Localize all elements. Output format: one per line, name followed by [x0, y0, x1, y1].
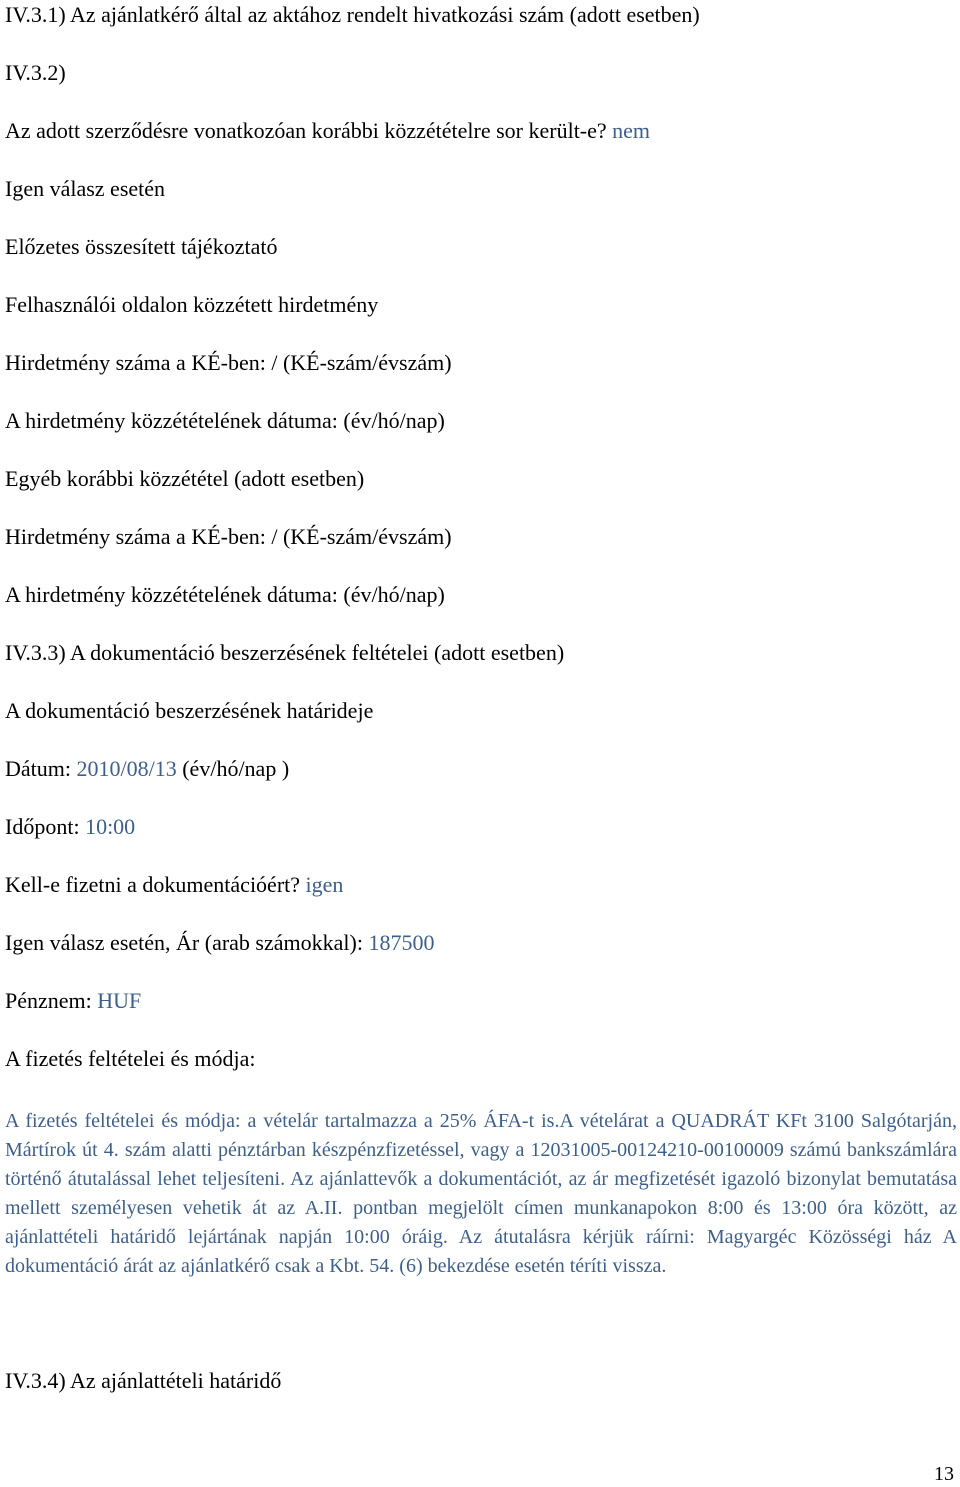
date-label: Dátum: [5, 756, 71, 781]
payment-required-value: igen [305, 872, 344, 897]
payment-required-label: Kell-e fizetni a dokumentációért? [5, 872, 301, 897]
notice-date-label: A hirdetmény közzétételének dátuma: (év/hó/nap) [5, 408, 445, 433]
payment-terms-text: A fizetés feltételei és módja: a vételár tartalmazza a 25% ÁFA-t is.A vételárat a QUADRÁT KFt 3100 Salgótarján, Mártírok út 4. szám alatti pénztárban készpénzfizetéssel, vagy a 12031005-00124210-00100009 számú bankszámlára történő átutalással lehet teljesíteni. Az ajánlattevők a dokumentációt, az ár megfizetését igazoló bizonylat bemutatása mellett személyesen vehetik át az A.II. pontban megjelölt címen munkanapokon 8:00 és 13:00 óra között, az ajánlattételi határidő lejártának napján 10:00 óráig. Az átutalásra kérjük ráírni: Magyargéc Közösségi ház A dokumentáció árát az ajánlatkérő csak a Kbt. 54. (6) bekezdése esetén téríti vissza. [5, 1110, 957, 1277]
date-format-label: (év/hó/nap ) [182, 756, 290, 781]
payment-terms-label: A fizetés feltételei és módja: [5, 1046, 256, 1071]
time-row [5, 814, 135, 840]
date-value: 2010/08/13 [76, 756, 177, 781]
time-value: 10:00 [85, 814, 136, 839]
prior-publication-value: nem [612, 118, 651, 143]
date-row [5, 756, 289, 782]
section-iv-3-2-heading: IV.3.2) [5, 60, 66, 85]
notice-number-label: Hirdetmény száma a KÉ-ben: / (KÉ-szám/évszám) [5, 350, 452, 375]
currency-label: Pénznem: [5, 988, 92, 1013]
section-iv-3-3-heading: IV.3.3) A dokumentáció beszerzésének feltételei (adott esetben) [5, 640, 565, 665]
other-notice-number-label: Hirdetmény száma a KÉ-ben: / (KÉ-szám/évszám) [5, 524, 452, 549]
if-yes-label: Igen válasz esetén [5, 176, 166, 201]
prior-info-notice-label: Előzetes összesített tájékoztató [5, 234, 278, 259]
other-notice-date-label: A hirdetmény közzétételének dátuma: (év/hó/nap) [5, 582, 445, 607]
price-label: Igen válasz esetén, Ár (arab számokkal): [5, 930, 363, 955]
price-row [5, 930, 434, 956]
documentation-deadline-label: A dokumentáció beszerzésének határideje [5, 698, 374, 723]
price-value: 187500 [368, 930, 435, 955]
page-number: 13 [934, 1463, 954, 1485]
section-iv-3-1-heading: IV.3.1) Az ajánlatkérő által az aktához rendelt hivatkozási szám (adott esetben) [5, 2, 700, 27]
currency-value: HUF [97, 988, 142, 1013]
section-iv-3-4-heading: IV.3.4) Az ajánlattételi határidő [5, 1368, 282, 1393]
prior-publication-label: Az adott szerződésre vonatkozóan korábbi közzétételre sor került-e? [5, 118, 607, 143]
prior-publication-question [5, 118, 650, 144]
payment-required-row [5, 872, 343, 898]
buyer-profile-notice-label: Felhasználói oldalon közzétett hirdetmény [5, 292, 379, 317]
currency-row [5, 988, 141, 1014]
other-publication-label: Egyéb korábbi közzététel (adott esetben) [5, 466, 365, 491]
time-label: Időpont: [5, 814, 80, 839]
